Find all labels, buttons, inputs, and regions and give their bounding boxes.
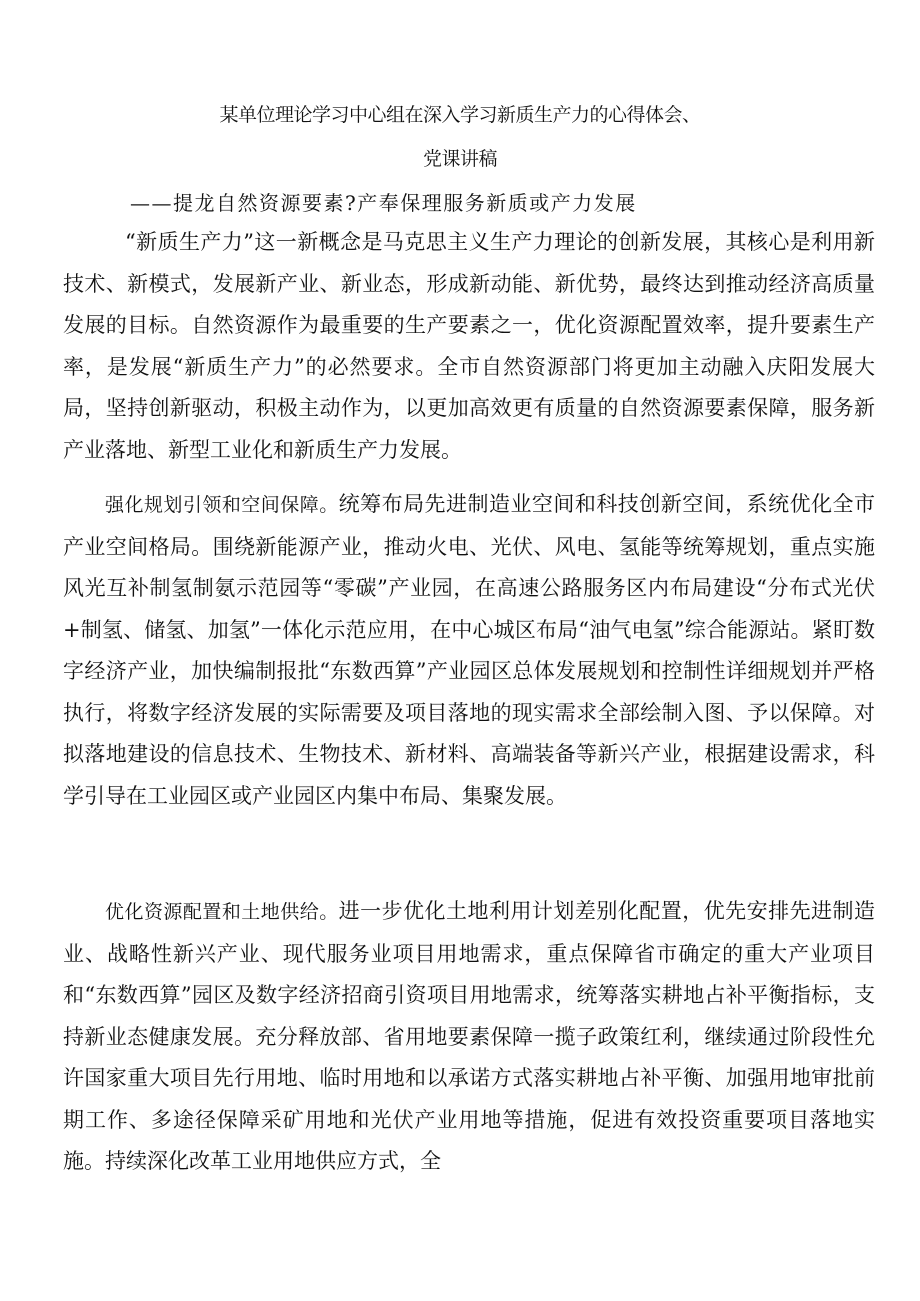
paragraph-text: “新质生产力”这一新概念是马克思主义生产力理论的创新发展，其核心是利用新技术、新模式，发展新产业、新业态，形成新动能、新优势，最终达到推动经济高质量发展的目标。自然资源作为最重要的生产要素之一，优化资源配置效率，提升要素生产率，是发展“新质生产力”的必然要求。全市自然资源部门将更加主动融入庆阳发展大局，坚持创新驱动，积极主动作为，以更加高效更有质量的自然资源要素保障，服务新产业落地、新型工业化和新质生产力发展。 [63,230,875,462]
paragraph-heading: 优化资源配置和土地供给。 [105,901,339,923]
document-title-line2: 党课讲稿 [422,148,497,170]
document-title: 某单位理论学习中心组在深入学习新质生产力的心得体会、 [219,104,701,126]
paragraph-heading: 强化规划引领和空间保障。 [105,494,339,516]
paragraph-land-supply [63,891,875,1183]
paragraph-text: 进一步优化土地利用计划差别化配置，优先安排先进制造业、战略性新兴产业、现代服务业项目用地需求，重点保障省市确定的重大产业项目和“东数西算”园区及数字经济招商引资项目用地需求，统筹落实耕地占补平衡指标，支持新业态健康发展。充分释放部、省用地要素保障一揽子政策红利，继续通过阶段性允许国家重大项目先行用地、临时用地和以承诺方式落实耕地占补平衡、加强用地审批前期工作、多途径保障采矿用地和光伏产业用地等措施，促进有效投资重要项目落地实施。持续深化改革工业用地供应方式，全 [63,899,875,1173]
paragraph-planning [63,484,875,817]
paragraph-intro [63,222,875,471]
document-subtitle: ——提龙自然资源要素?产奉保理服务新质或产力发展 [130,191,637,215]
paragraph-text: 统筹布局先进制造业空间和科技创新空间，系统优化全市产业空间格局。围绕新能源产业，推动火电、光伏、风电、氢能等统筹规划，重点实施风光互补制氢制氨示范园等“零碳”产业园，在高速公路服务区内布局建设“分布式光伏+制氢、储氢、加氢”一体化示范应用，在中心城区布局“油气电氢”综合能源站。紧盯数字经济产业，加快编制报批“东数西算”产业园区总体发展规划和控制性详细规划并严格执行，将数字经济发展的实际需要及项目落地的现实需求全部绘制入图、予以保障。对拟落地建设的信息技术、生物技术、新材料、高端装备等新兴产业，根据建设需求，科学引导在工业园区或产业园区内集中布局、集聚发展。 [63,492,875,808]
